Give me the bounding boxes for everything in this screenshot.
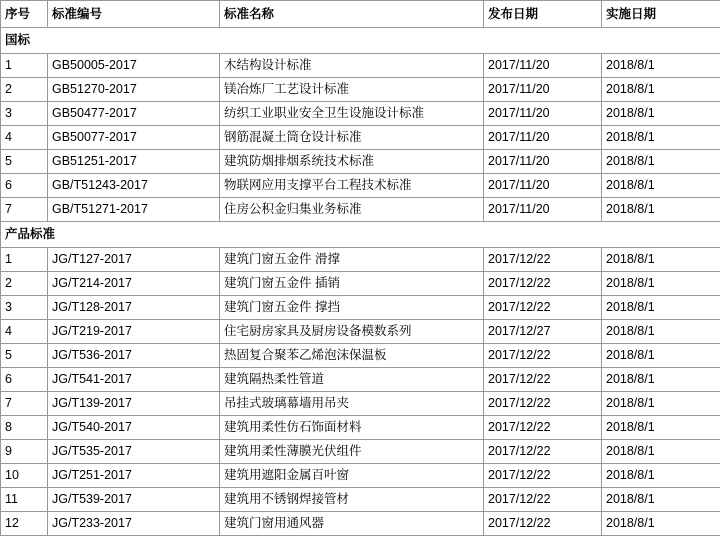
cell-effective-date: 2018/8/1 — [602, 296, 720, 320]
cell-code: GB51270-2017 — [48, 78, 220, 102]
table-row — [1, 78, 720, 102]
table-row — [1, 392, 720, 416]
cell-name: 纺织工业职业安全卫生设施设计标准 — [220, 102, 484, 126]
cell-name: 建筑用柔性薄膜光伏组件 — [220, 440, 484, 464]
cell-code: GB50005-2017 — [48, 54, 220, 78]
cell-effective-date: 2018/8/1 — [602, 368, 720, 392]
column-header-code: 标准编号 — [48, 1, 220, 28]
cell-index: 4 — [1, 320, 48, 344]
cell-index: 7 — [1, 392, 48, 416]
cell-index: 3 — [1, 102, 48, 126]
table-row — [1, 248, 720, 272]
cell-name: 镁冶炼厂工艺设计标准 — [220, 78, 484, 102]
cell-effective-date: 2018/8/1 — [602, 344, 720, 368]
cell-publish-date: 2017/12/22 — [484, 272, 602, 296]
group-header-row — [1, 222, 720, 248]
cell-publish-date: 2017/11/20 — [484, 150, 602, 174]
cell-publish-date: 2017/12/22 — [484, 344, 602, 368]
cell-effective-date: 2018/8/1 — [602, 198, 720, 222]
cell-effective-date: 2018/8/1 — [602, 174, 720, 198]
cell-effective-date: 2018/8/1 — [602, 488, 720, 512]
cell-code: GB50077-2017 — [48, 126, 220, 150]
cell-index: 4 — [1, 126, 48, 150]
cell-name: 建筑门窗五金件 撑挡 — [220, 296, 484, 320]
cell-index: 6 — [1, 368, 48, 392]
cell-publish-date: 2017/12/22 — [484, 464, 602, 488]
cell-index: 10 — [1, 464, 48, 488]
cell-effective-date: 2018/8/1 — [602, 464, 720, 488]
cell-effective-date: 2018/8/1 — [602, 392, 720, 416]
cell-name: 住房公积金归集业务标准 — [220, 198, 484, 222]
cell-index: 1 — [1, 54, 48, 78]
group-label: 产品标准 — [1, 222, 720, 248]
table-row — [1, 512, 720, 536]
cell-name: 木结构设计标准 — [220, 54, 484, 78]
table-row — [1, 272, 720, 296]
column-header-name: 标准名称 — [220, 1, 484, 28]
table-row — [1, 102, 720, 126]
cell-index: 2 — [1, 78, 48, 102]
cell-index: 5 — [1, 150, 48, 174]
cell-effective-date: 2018/8/1 — [602, 126, 720, 150]
cell-effective-date: 2018/8/1 — [602, 150, 720, 174]
cell-name: 建筑门窗五金件 滑撑 — [220, 248, 484, 272]
cell-name: 吊挂式玻璃幕墙用吊夹 — [220, 392, 484, 416]
cell-code: GB51251-2017 — [48, 150, 220, 174]
cell-code: GB/T51243-2017 — [48, 174, 220, 198]
cell-code: JG/T219-2017 — [48, 320, 220, 344]
cell-index: 6 — [1, 174, 48, 198]
group-header-row — [1, 28, 720, 54]
table-row — [1, 344, 720, 368]
cell-publish-date: 2017/12/22 — [484, 392, 602, 416]
table-row — [1, 488, 720, 512]
cell-publish-date: 2017/11/20 — [484, 54, 602, 78]
cell-effective-date: 2018/8/1 — [602, 320, 720, 344]
cell-effective-date: 2018/8/1 — [602, 102, 720, 126]
cell-name: 建筑用不锈钢焊接管材 — [220, 488, 484, 512]
cell-publish-date: 2017/11/20 — [484, 102, 602, 126]
cell-publish-date: 2017/11/20 — [484, 198, 602, 222]
cell-code: JG/T541-2017 — [48, 368, 220, 392]
cell-publish-date: 2017/11/20 — [484, 174, 602, 198]
cell-code: JG/T139-2017 — [48, 392, 220, 416]
cell-index: 12 — [1, 512, 48, 536]
cell-effective-date: 2018/8/1 — [602, 272, 720, 296]
cell-publish-date: 2017/12/27 — [484, 320, 602, 344]
cell-index: 5 — [1, 344, 48, 368]
cell-code: JG/T251-2017 — [48, 464, 220, 488]
table-row — [1, 464, 720, 488]
cell-name: 建筑门窗用通风器 — [220, 512, 484, 536]
cell-code: JG/T539-2017 — [48, 488, 220, 512]
cell-code: JG/T214-2017 — [48, 272, 220, 296]
cell-code: JG/T536-2017 — [48, 344, 220, 368]
cell-publish-date: 2017/11/20 — [484, 78, 602, 102]
cell-name: 物联网应用支撑平台工程技术标准 — [220, 174, 484, 198]
cell-publish-date: 2017/12/22 — [484, 368, 602, 392]
cell-effective-date: 2018/8/1 — [602, 416, 720, 440]
table-row — [1, 174, 720, 198]
cell-name: 热固复合聚苯乙烯泡沫保温板 — [220, 344, 484, 368]
cell-effective-date: 2018/8/1 — [602, 512, 720, 536]
table-body — [1, 28, 720, 536]
cell-effective-date: 2018/8/1 — [602, 440, 720, 464]
cell-name: 钢筋混凝土筒仓设计标准 — [220, 126, 484, 150]
table-row — [1, 198, 720, 222]
table-row — [1, 150, 720, 174]
cell-code: JG/T540-2017 — [48, 416, 220, 440]
group-label: 国标 — [1, 28, 720, 54]
cell-index: 3 — [1, 296, 48, 320]
table-row — [1, 54, 720, 78]
cell-code: GB50477-2017 — [48, 102, 220, 126]
table-header-row — [1, 1, 720, 28]
cell-name: 建筑门窗五金件 插销 — [220, 272, 484, 296]
cell-code: JG/T233-2017 — [48, 512, 220, 536]
cell-effective-date: 2018/8/1 — [602, 54, 720, 78]
cell-name: 建筑防烟排烟系统技术标准 — [220, 150, 484, 174]
cell-code: GB/T51271-2017 — [48, 198, 220, 222]
table-row — [1, 416, 720, 440]
cell-publish-date: 2017/12/22 — [484, 512, 602, 536]
cell-publish-date: 2017/12/22 — [484, 440, 602, 464]
table-row — [1, 126, 720, 150]
table-row — [1, 368, 720, 392]
cell-index: 8 — [1, 416, 48, 440]
column-header-index: 序号 — [1, 1, 48, 28]
table-row — [1, 296, 720, 320]
cell-name: 建筑用柔性仿石饰面材料 — [220, 416, 484, 440]
cell-code: JG/T128-2017 — [48, 296, 220, 320]
cell-publish-date: 2017/12/22 — [484, 296, 602, 320]
table-row — [1, 440, 720, 464]
cell-name: 住宅厨房家具及厨房设备模数系列 — [220, 320, 484, 344]
cell-name: 建筑隔热柔性管道 — [220, 368, 484, 392]
cell-publish-date: 2017/12/22 — [484, 416, 602, 440]
table-row — [1, 320, 720, 344]
column-header-effective-date: 实施日期 — [602, 1, 720, 28]
cell-effective-date: 2018/8/1 — [602, 78, 720, 102]
cell-name: 建筑用遮阳金属百叶窗 — [220, 464, 484, 488]
cell-index: 2 — [1, 272, 48, 296]
cell-code: JG/T535-2017 — [48, 440, 220, 464]
cell-index: 9 — [1, 440, 48, 464]
cell-publish-date: 2017/12/22 — [484, 248, 602, 272]
cell-effective-date: 2018/8/1 — [602, 248, 720, 272]
cell-publish-date: 2017/12/22 — [484, 488, 602, 512]
cell-code: JG/T127-2017 — [48, 248, 220, 272]
column-header-publish-date: 发布日期 — [484, 1, 602, 28]
cell-index: 7 — [1, 198, 48, 222]
cell-index: 1 — [1, 248, 48, 272]
cell-publish-date: 2017/11/20 — [484, 126, 602, 150]
cell-index: 11 — [1, 488, 48, 512]
